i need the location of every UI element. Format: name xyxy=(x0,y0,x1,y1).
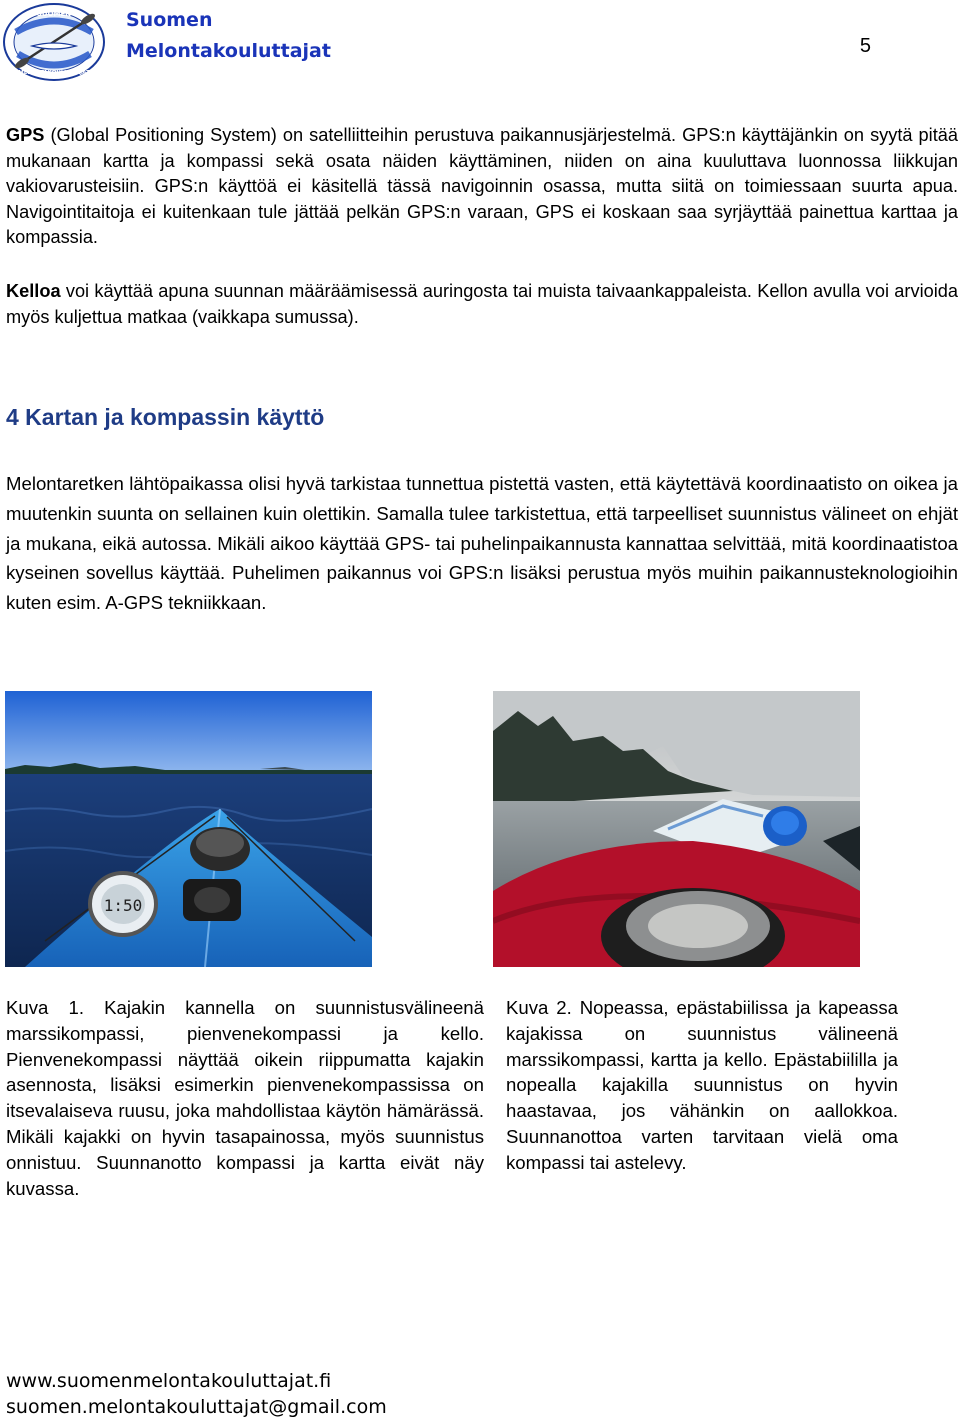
page-number: 5 xyxy=(859,35,871,57)
org-name-line1: Suomen xyxy=(126,9,213,31)
section-body: Melontaretken lähtöpaikassa olisi hyvä tarkistaa tunnettua pistettä vasten, että käytettävä koordinaatisto on oikea ja muutenkin suunta on sellainen kuin olettikin. Samalla tulee tarkistettua, että tarpeelliset suunnistus välineet on ehjät ja mukana, eikä autossa. Mikäli aikoo käyttää GPS- tai puhelinpaikannusta kannattaa selvittää, mitä koordinaatistoa kyseinen sovellus käyttää. Puhelimen paikannus voi GPS:n lisäksi perustua myös muihin paikannusteknologioihin kuten esim. A-GPS tekniikkaan. xyxy=(6,473,958,614)
svg-text:SUOMEN: SUOMEN xyxy=(36,10,72,18)
page-footer xyxy=(6,1368,387,1420)
svg-text:MELONTAKOULUTTAJAT: MELONTAKOULUTTAJAT xyxy=(18,70,90,76)
figure-1-caption: Kuva 1. Kajakin kannella on suunnistusvälineenä marssikompassi, pienvenekompassi ja kello. Pienvenekompassi näyttää oikein riippumatta kajakin asennosta, lisäksi esimerkin pienvenekompassissa on itsevalaiseva ruusu, joka mahdollistaa käytön hämärässä. Mikäli kajakki on hyvin tasapainossa, myös suunnistus onnistuu. Suunnanotto kompassi ja kartta eivät näy kuvassa. xyxy=(6,997,484,1199)
section-heading: 4 Kartan ja kompassin käyttö xyxy=(6,404,325,430)
footer-website: www.suomenmelontakouluttajat.fi xyxy=(6,1370,332,1392)
svg-text:1:50: 1:50 xyxy=(103,896,143,915)
organization-name xyxy=(126,5,331,67)
clock-term: Kelloa xyxy=(6,281,61,301)
gps-paragraph xyxy=(6,123,958,251)
footer-email: suomen.melontakouluttajat@gmail.com xyxy=(6,1396,387,1418)
clock-text: voi käyttää apuna suunnan määräämisessä auringosta tai muista taivaankappaleista. Kellon avulla voi arvioida myös kuljettua matkaa (vaikkapa sumussa). xyxy=(6,281,958,327)
gps-term: GPS xyxy=(6,125,45,145)
kayak-compass-photo-2 xyxy=(493,691,860,967)
figure-2-caption: Kuva 2. Nopeassa, epästabiilissa ja kapeassa kajakissa on suunnistus välineenä marssikompassi, kartta ja kello. Epästabiililla ja nopealla kajakilla suunnistus on hyvin haastavaa, jos vähänkin on aallokkoa. Suunnanottoa varten tarvitaan vielä oma kompassi tai astelevy. xyxy=(506,997,898,1173)
organization-logo xyxy=(2,2,106,82)
gps-text: (Global Positioning System) on satelliitteihin perustuva paikannusjärjestelmä. GPS:n käyttäjänkin on syytä pitää mukanaan kartta ja kompassi sekä osata näiden käyttäminen, niiden on aina kuuluttava luonnossa liikkujan vakiovarusteisiin. GPS:n käyttöä ei käsitellä tässä navigoinnin osassa, mutta siitä on toimiessaan suurta apua. Navigointitaitoja ei kuitenkaan tule jättää pelkän GPS:n varaan, GPS ei koskaan saa syrjäyttää painettua karttaa ja kompassia. xyxy=(6,125,958,247)
kayak-compass-photo-1 xyxy=(5,691,372,967)
org-name-line2: Melontakouluttajat xyxy=(126,40,331,62)
clock-paragraph xyxy=(6,279,958,330)
